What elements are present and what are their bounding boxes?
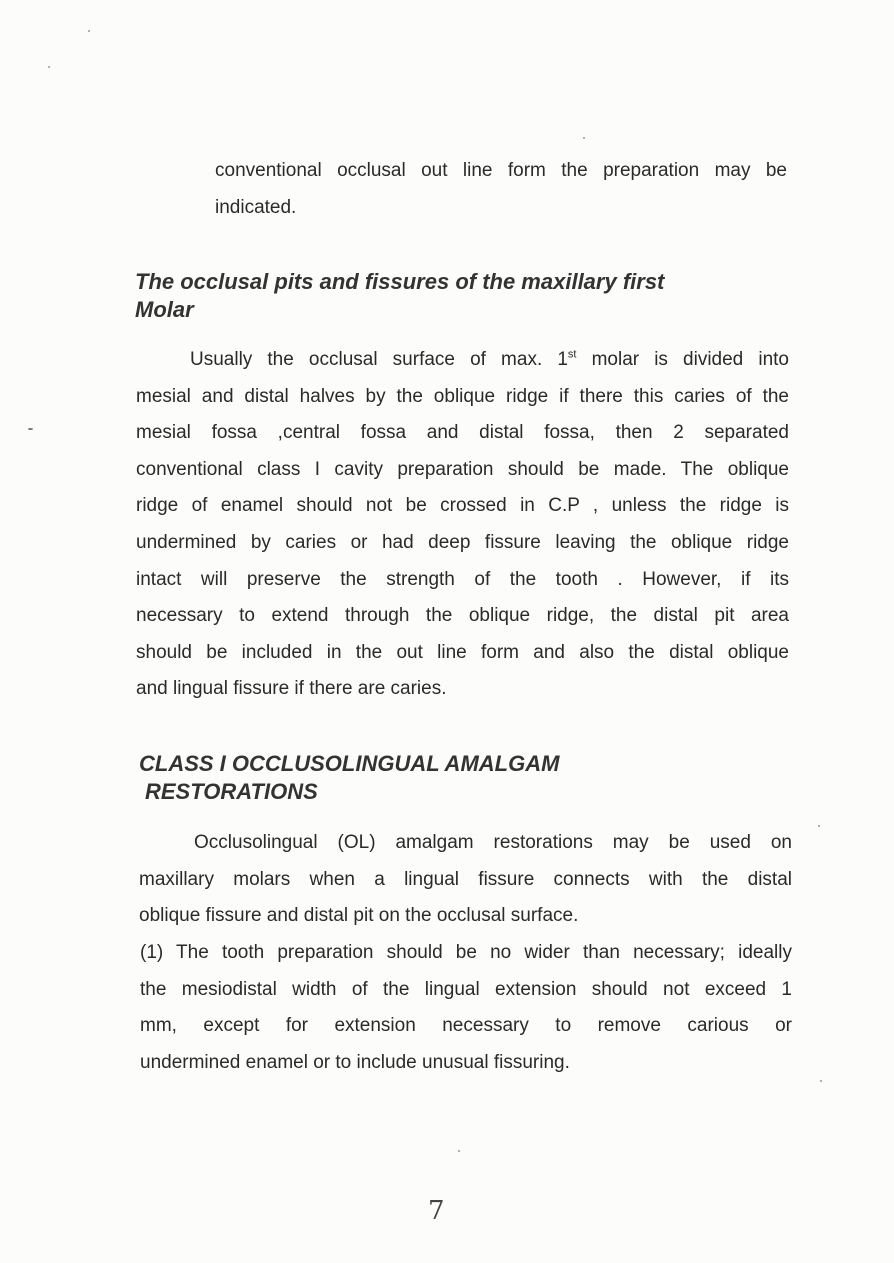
- text-line: the mesiodistal width of the lingual extension should not exceed 1: [140, 978, 792, 1000]
- body-paragraph-oblique-ridge: [136, 342, 789, 708]
- heading-line: The occlusal pits and fissures of the maxillary first: [135, 269, 665, 294]
- text-line: [136, 342, 789, 379]
- heading-line: CLASS I OCCLUSOLINGUAL AMALGAM: [139, 751, 560, 776]
- section-heading-class-i-occlusolingual: [139, 750, 559, 806]
- text-line: mesial fossa ,central fossa and distal fossa, then 2 separated: [136, 422, 789, 444]
- text-line: intact will preserve the strength of the tooth . However, if its: [136, 568, 789, 590]
- text-line: undermined by caries or had deep fissure leaving the oblique ridge: [136, 531, 789, 553]
- scan-speck: [88, 30, 90, 32]
- scan-speck: [583, 137, 585, 139]
- text-line: mesial and distal halves by the oblique ridge if there this caries of the: [136, 385, 789, 407]
- body-paragraph-tooth-preparation: [140, 935, 792, 1081]
- text-line: Occlusolingual (OL) amalgam restorations may be used on: [194, 832, 792, 853]
- text-line: should be included in the out line form and also the distal oblique: [136, 641, 789, 663]
- text-line: and lingual fissure if there are caries.: [136, 678, 447, 700]
- scan-speck: [820, 1080, 822, 1082]
- text-fragment: molar is divided into: [576, 349, 789, 370]
- text-line: ridge of enamel should not be crossed in C.P , unless the ridge is: [136, 495, 789, 517]
- text-line: maxillary molars when a lingual fissure connects with the distal: [139, 868, 792, 890]
- text-fragment: Usually the occlusal surface of max. 1: [190, 349, 568, 370]
- heading-line: RESTORATIONS: [145, 779, 318, 804]
- body-paragraph-occlusolingual: [139, 825, 792, 935]
- text-line: (1) The tooth preparation should be no wider than necessary; ideally: [140, 942, 792, 963]
- scan-speck: [48, 66, 50, 68]
- text-line: oblique fissure and distal pit on the occlusal surface.: [139, 905, 579, 927]
- intro-paragraph: [215, 153, 787, 226]
- text-line: mm, except for extension necessary to remove carious or: [140, 1015, 792, 1037]
- scan-speck: [28, 428, 33, 430]
- text-line: indicated.: [215, 196, 297, 218]
- text-line: undermined enamel or to include unusual fissuring.: [140, 1051, 570, 1073]
- scan-speck: [818, 825, 820, 827]
- page-number: 7: [428, 1196, 445, 1226]
- ordinal-suffix: st: [567, 348, 577, 361]
- text-line: conventional occlusal out line form the preparation may be: [215, 160, 787, 181]
- scan-speck: [458, 1150, 460, 1152]
- text-line: conventional class I cavity preparation should be made. The oblique: [136, 458, 789, 480]
- text-line: necessary to extend through the oblique ridge, the distal pit area: [136, 605, 789, 627]
- section-heading-maxillary-first-molar: [135, 268, 664, 324]
- heading-line: Molar: [135, 297, 194, 322]
